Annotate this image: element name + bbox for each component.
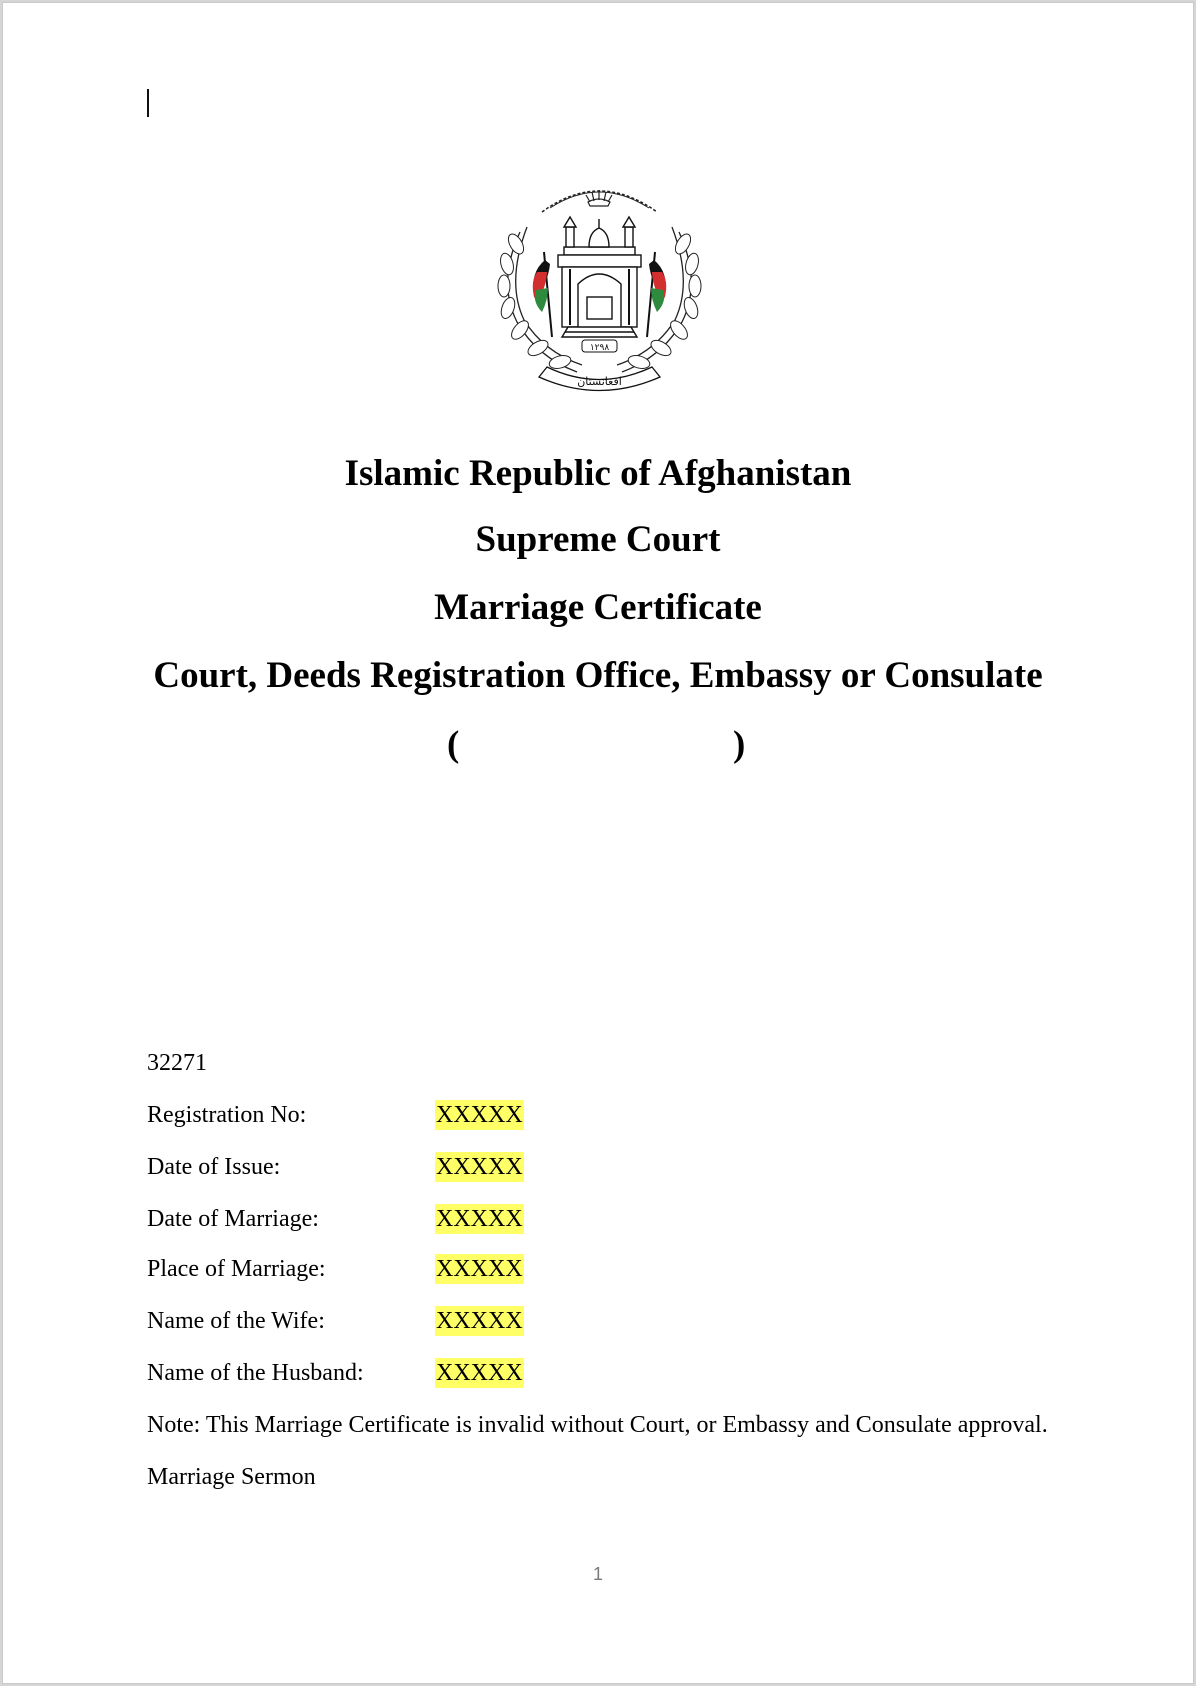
authority-blank-field bbox=[2, 722, 1194, 768]
field-name-of-husband bbox=[147, 1358, 1047, 1390]
close-parenthesis: ) bbox=[733, 724, 746, 765]
text-cursor bbox=[147, 89, 149, 117]
section-title-marriage-sermon: Marriage Sermon bbox=[147, 1464, 316, 1490]
field-registration-no bbox=[147, 1100, 1047, 1132]
field-date-of-issue bbox=[147, 1152, 1047, 1184]
document-title: Marriage Certificate bbox=[434, 587, 762, 628]
field-name-of-wife bbox=[147, 1306, 1047, 1338]
svg-text:١٢٩٨: ١٢٩٨ bbox=[589, 343, 610, 353]
field-label: Date of Issue: bbox=[147, 1154, 281, 1180]
field-value-placeholder: XXXXX bbox=[436, 1206, 523, 1232]
field-label: Registration No: bbox=[147, 1102, 307, 1128]
field-label: Place of Marriage: bbox=[147, 1256, 326, 1282]
open-parenthesis: ( bbox=[447, 724, 460, 765]
field-value-placeholder: XXXXX bbox=[436, 1256, 523, 1282]
country-heading: Islamic Republic of Afghanistan bbox=[344, 453, 852, 494]
page-number: 1 bbox=[592, 1564, 603, 1584]
field-label: Name of the Wife: bbox=[147, 1308, 325, 1334]
field-value-placeholder: XXXXX bbox=[436, 1308, 523, 1334]
coat-of-arms-emblem bbox=[492, 172, 707, 397]
field-date-of-marriage bbox=[147, 1204, 1047, 1236]
validity-note: Note: This Marriage Certificate is invalid without Court, or Embassy and Consulate approval. bbox=[147, 1412, 1048, 1438]
issuing-authority-heading: Court, Deeds Registration Office, Embassy or Consulate bbox=[153, 655, 1043, 696]
field-label: Date of Marriage: bbox=[147, 1206, 319, 1232]
svg-text:افغانستان: افغانستان bbox=[577, 375, 622, 388]
field-value-placeholder: XXXXX bbox=[436, 1154, 523, 1180]
field-label: Name of the Husband: bbox=[147, 1360, 364, 1386]
court-heading: Supreme Court bbox=[475, 519, 721, 560]
certificate-number: 32271 bbox=[147, 1050, 207, 1076]
field-place-of-marriage bbox=[147, 1254, 1047, 1286]
field-value-placeholder: XXXXX bbox=[436, 1360, 523, 1386]
field-value-placeholder: XXXXX bbox=[436, 1102, 523, 1128]
document-page bbox=[2, 2, 1194, 1684]
